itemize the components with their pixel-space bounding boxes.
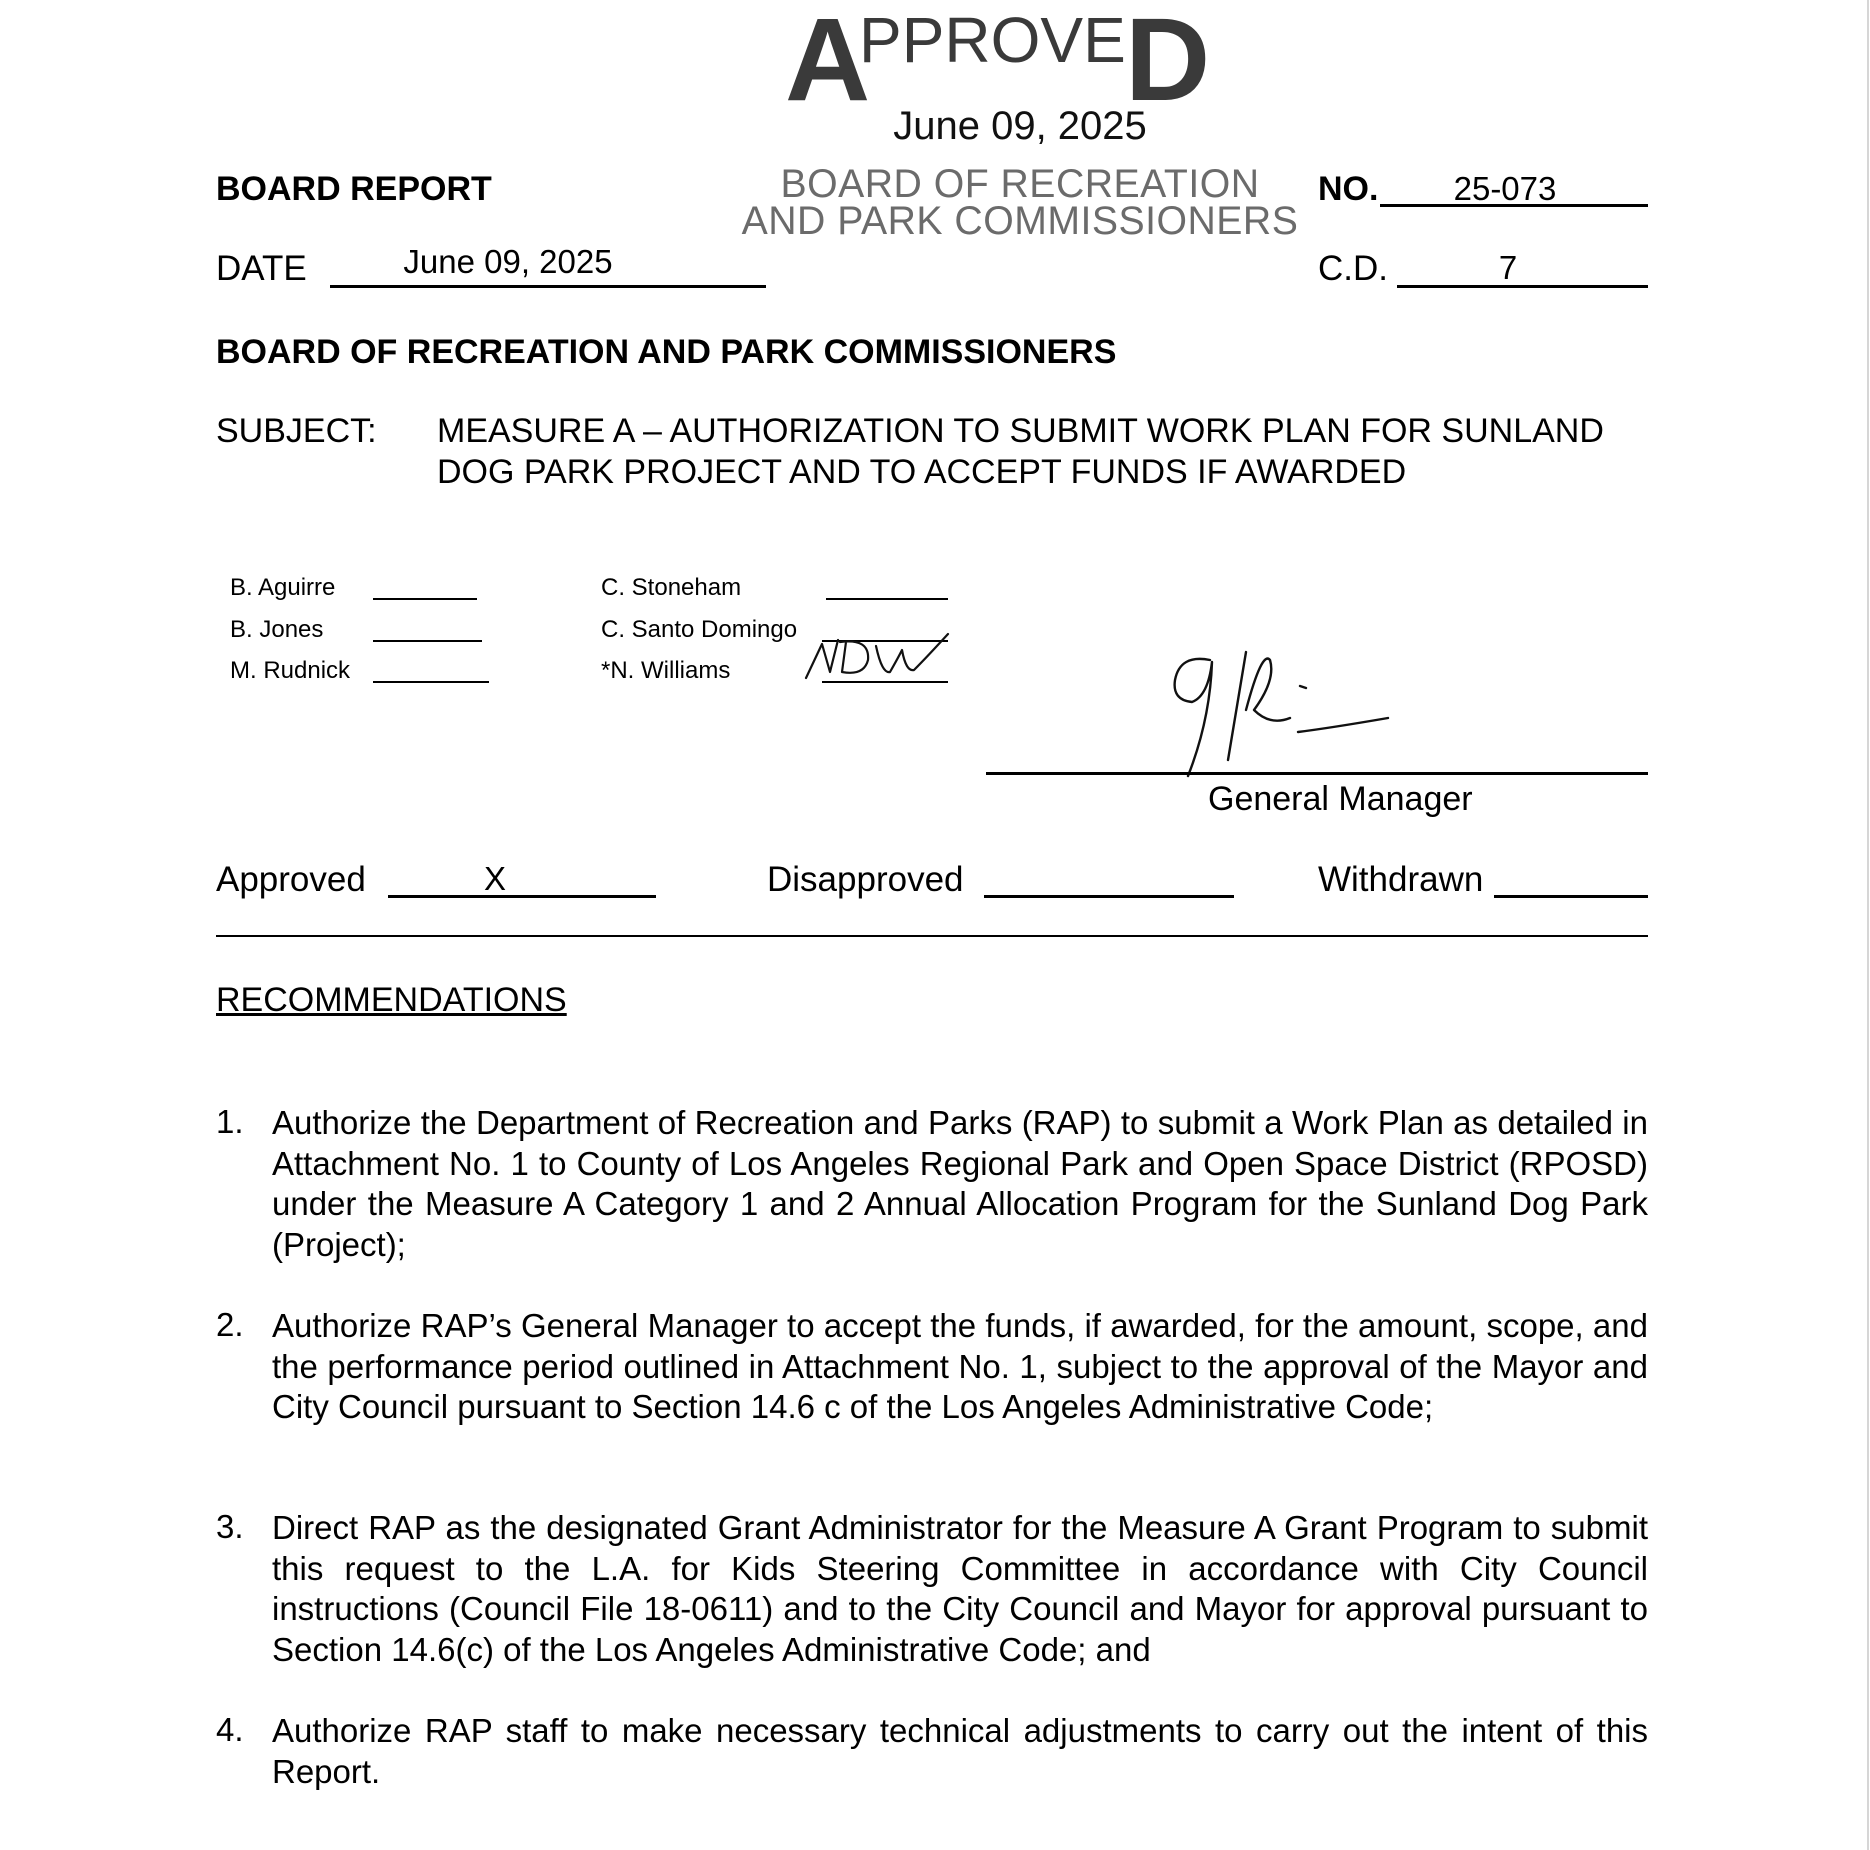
stamp-org-line2: AND PARK COMMISSIONERS	[741, 199, 1299, 243]
subject-line1: MEASURE A – AUTHORIZATION TO SUBMIT WORK PLAN FOR SUNLAND	[437, 412, 1604, 450]
commissioner-name: M. Rudnick	[230, 657, 351, 684]
council-district: 7	[1498, 249, 1518, 286]
report-title: BOARD REPORT	[216, 170, 492, 208]
vote-line	[373, 681, 489, 683]
no-label: NO.	[1318, 170, 1379, 208]
signature-title: General Manager	[1208, 780, 1473, 818]
subject-line2: DOG PARK PROJECT AND TO ACCEPT FUNDS IF AWARDED	[437, 453, 1407, 491]
page-edge	[1867, 0, 1869, 1850]
recommendation-item: Authorize RAP staff to make necessary technical adjustments to carry out the intent of this Report.	[272, 1712, 1648, 1790]
recommendation-number: 1.	[216, 1103, 244, 1140]
section-divider	[216, 935, 1648, 937]
recommendations-heading: RECOMMENDATIONS	[216, 981, 567, 1019]
commissioner-name: *N. Williams	[601, 657, 731, 684]
approved-label: Approved	[216, 860, 366, 899]
date-label: DATE	[216, 249, 307, 288]
approved-stamp	[700, 0, 1340, 250]
board-heading: BOARD OF RECREATION AND PARK COMMISSIONERS	[216, 333, 1117, 371]
withdrawn-field-line	[1494, 866, 1648, 898]
report-number: 25-073	[1453, 170, 1557, 207]
recommendation-item: Authorize RAP’s General Manager to accept the funds, if awarded, for the amount, scope, and the performance period outlined in Attachment No. 1, subject to the approval of the Mayor and City Council pursuant to Section 14.6 c of the Los Angeles Administrative Code;	[272, 1307, 1648, 1425]
vote-line	[373, 640, 482, 642]
approved-mark: X	[483, 860, 506, 897]
disapproved-field-line	[984, 866, 1234, 898]
cd-label: C.D.	[1318, 249, 1388, 288]
stamp-letter-d: D	[1125, 0, 1211, 110]
signature-line	[986, 772, 1648, 775]
commissioner-name: C. Stoneham	[601, 574, 742, 601]
stamp-letters-pprove: PPROVE	[859, 4, 1126, 76]
recommendation-number: 2.	[216, 1306, 244, 1343]
report-date: June 09, 2025	[403, 243, 613, 280]
commissioner-name: B. Jones	[230, 616, 324, 643]
commissioner-name: B. Aguirre	[230, 574, 336, 601]
vote-line	[826, 598, 948, 600]
stamp-date: June 09, 2025	[893, 104, 1147, 148]
approved-stamp-word	[785, 0, 1245, 110]
recommendation-number: 3.	[216, 1508, 244, 1545]
general-manager-signature	[1150, 640, 1410, 780]
vote-line	[373, 598, 477, 600]
recommendation-number: 4.	[216, 1711, 244, 1748]
stamp-letter-a: A	[785, 0, 871, 110]
recommendation-item: Direct RAP as the designated Grant Administrator for the Measure A Grant Program to submit this request to the L.A. for Kids Steering Committee in accordance with City Council instructions (Council File 18-0611) and to the City Council and Mayor for approval pursuant to Section 14.6(c) of the Los Angeles Administrative Code; and	[272, 1509, 1648, 1668]
recommendation-item: Authorize the Department of Recreation and Parks (RAP) to submit a Work Plan as detailed in Attachment No. 1 to County of Los Angeles Regional Park and Open Space District (RPOSD) under the Measure A Category 1 and 2 Annual Allocation Program for the Sunland Dog Park (Project);	[272, 1104, 1648, 1263]
stamp-org-line1: BOARD OF RECREATION	[780, 162, 1260, 206]
initials-ndw-signature	[800, 628, 960, 688]
commissioner-name: C. Santo Domingo	[601, 616, 798, 643]
disapproved-label: Disapproved	[767, 860, 964, 899]
subject-label: SUBJECT:	[216, 412, 377, 450]
withdrawn-label: Withdrawn	[1318, 860, 1484, 899]
